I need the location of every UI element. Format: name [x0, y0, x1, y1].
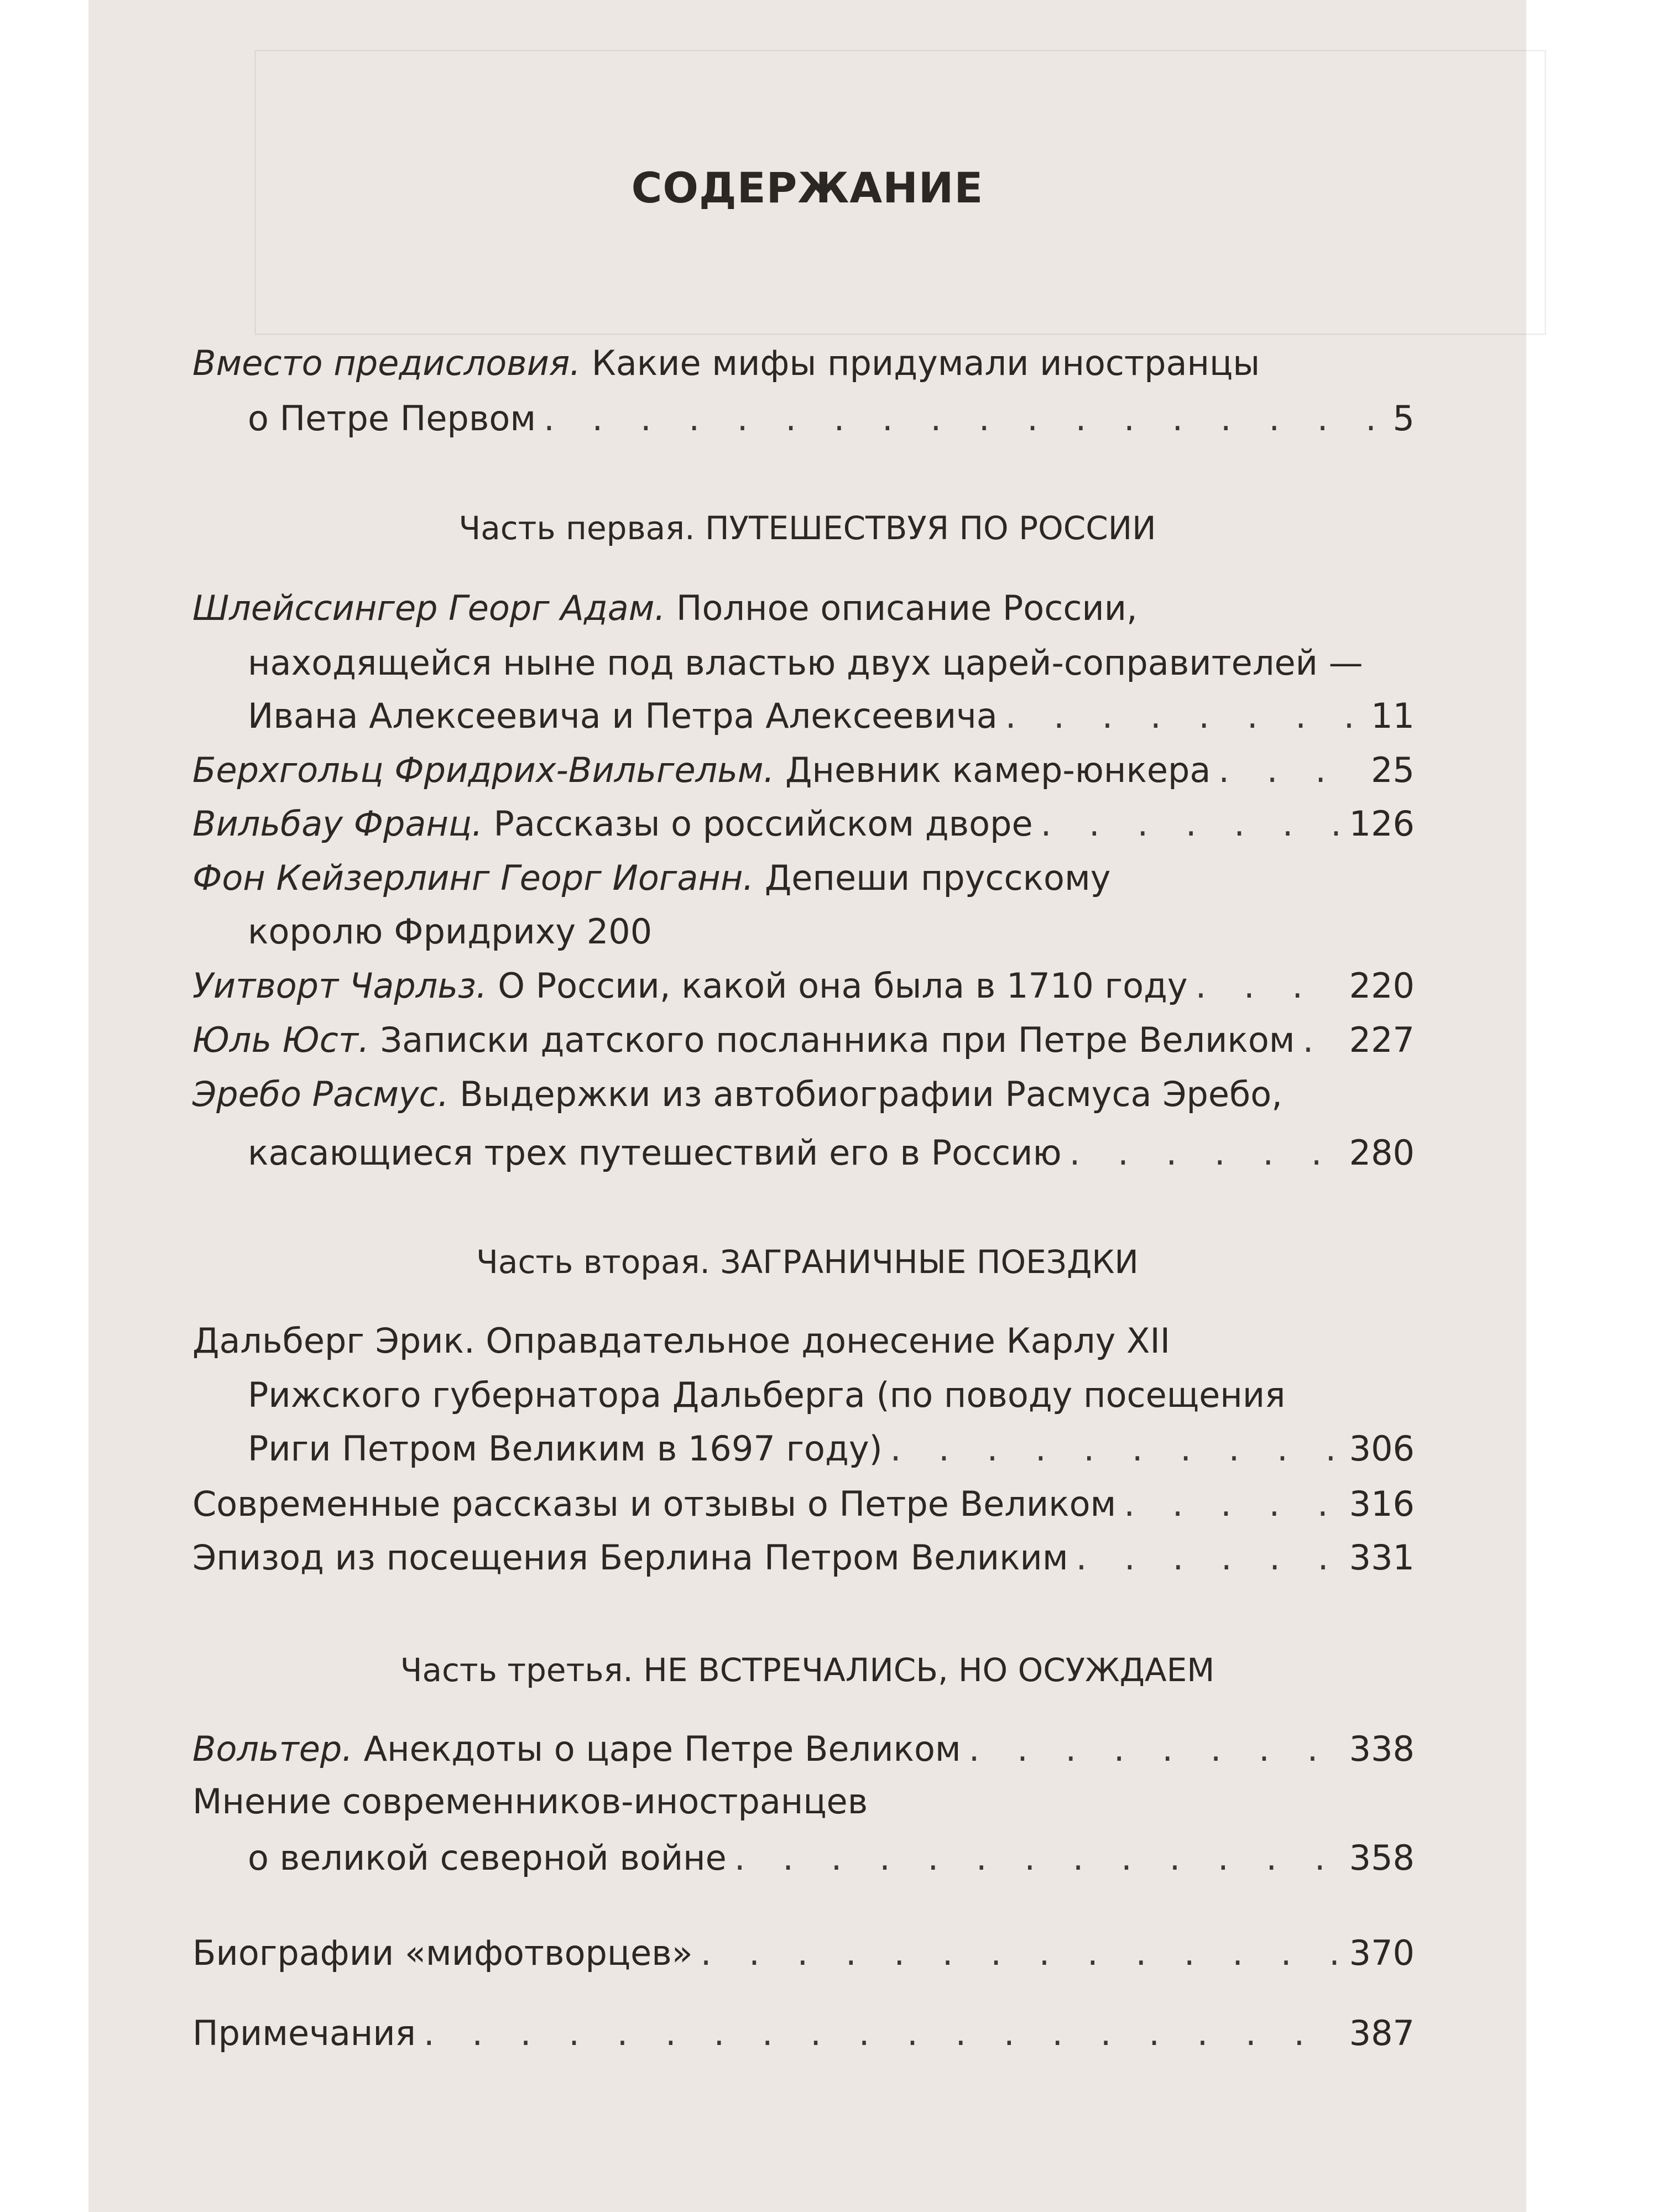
dot-leader	[1076, 1533, 1342, 1583]
dot-leader	[1303, 1015, 1342, 1065]
page-number: 306	[1349, 1428, 1415, 1469]
entry-title: Записки датского посланника при Петре Великом	[369, 1020, 1295, 1060]
toc-entry-cont	[248, 1128, 1415, 1178]
page-number: 25	[1371, 750, 1415, 790]
toc-entry	[192, 1070, 1415, 1119]
entry-author: Эребо Расмус.	[192, 1074, 449, 1114]
entry-title: Рассказы о российском дворе	[482, 804, 1033, 844]
toc-entry: Дальберг Эрик. Оправдательное донесение Карлу XII	[192, 1321, 1171, 1361]
page-number: 358	[1349, 1838, 1415, 1878]
entry-title: О России, какой она была в 1710 году	[487, 966, 1188, 1006]
toc-entry-cont: находящейся ныне под властью двух царей-соправителей —	[248, 643, 1363, 683]
page-number: 338	[1349, 1729, 1415, 1769]
page-number: 331	[1349, 1537, 1415, 1578]
entry-title-cont: Риги Петром Великим в 1697 году)	[248, 1428, 883, 1469]
page-number: 126	[1349, 804, 1415, 844]
entry-title-cont: Ивана Алексеевича и Петра Алексеевича	[248, 696, 998, 736]
entry-title: Выдержки из автобиографии Расмуса Эребо,	[448, 1074, 1282, 1114]
toc-entry-preface-line2	[248, 394, 1415, 444]
entry-author: Берхгольц Фридрих-Вильгельм.	[192, 750, 775, 790]
entry-title-cont: о Петре Первом	[248, 398, 536, 439]
toc-entry	[192, 1479, 1415, 1529]
dot-leader	[969, 1724, 1342, 1774]
toc-entry-biographies	[192, 1928, 1415, 1978]
dot-leader	[890, 1424, 1342, 1474]
page-number: 11	[1371, 696, 1415, 736]
entry-author: Вместо предисловия.	[192, 343, 581, 383]
dot-leader	[701, 1928, 1342, 1978]
page-title: СОДЕРЖАНИЕ	[631, 163, 984, 212]
entry-title: Анекдоты о царе Петре Великом	[352, 1729, 961, 1769]
entry-author: Юль Юст.	[192, 1020, 369, 1060]
entry-title: Какие мифы придумали иностранцы	[580, 343, 1260, 383]
toc-entry-cont	[248, 691, 1415, 741]
entry-title: Примечания	[192, 2013, 416, 2053]
toc-entry-cont	[248, 1424, 1415, 1474]
page-number: 220	[1349, 966, 1415, 1006]
toc-entry	[192, 745, 1415, 795]
part-three-heading: Часть третья. НЕ ВСТРЕЧАЛИСЬ, НО ОСУЖДАЕМ	[400, 1651, 1215, 1689]
page-number: 5	[1392, 398, 1415, 439]
toc-entry-cont: королю Фридриху 200	[248, 911, 653, 952]
dot-leader	[1124, 1479, 1341, 1529]
entry-title: Дневник камер-юнкера	[774, 750, 1211, 790]
dot-leader	[1070, 1128, 1342, 1178]
dot-leader	[1196, 961, 1342, 1011]
toc-entry	[192, 1724, 1415, 1774]
entry-title: Биографии «мифотворцев»	[192, 1933, 693, 1973]
part-one-heading: Часть первая. ПУТЕШЕСТВУЯ ПО РОССИИ	[458, 509, 1156, 547]
toc-entry	[192, 961, 1415, 1011]
dot-leader	[734, 1833, 1342, 1883]
entry-author: Шлейссингер Георг Адам.	[192, 588, 666, 628]
toc-entry	[192, 1015, 1415, 1065]
toc-entry: Мнение современников-иностранцев	[192, 1781, 868, 1822]
page-number: 280	[1349, 1133, 1415, 1173]
page-number: 370	[1349, 1933, 1415, 1973]
entry-author: Вильбау Франц.	[192, 804, 483, 844]
toc-entry	[192, 583, 1415, 633]
part-two-heading: Часть вторая. ЗАГРАНИЧНЫЕ ПОЕЗДКИ	[476, 1243, 1139, 1281]
entry-author: Уитворт Чарльз.	[192, 966, 487, 1006]
entry-title: Эпизод из посещения Берлина Петром Великим	[192, 1537, 1068, 1578]
page-number: 227	[1349, 1020, 1415, 1060]
dot-leader	[1218, 745, 1363, 795]
book-page	[88, 0, 1526, 2212]
toc-entry	[192, 799, 1415, 849]
entry-title-cont: касающиеся трех путешествий его в Россию	[248, 1133, 1062, 1173]
page-number: 316	[1349, 1484, 1415, 1524]
dot-leader	[1005, 691, 1363, 741]
toc-entry-cont	[248, 1833, 1415, 1883]
entry-title: Полное описание России,	[665, 588, 1138, 628]
toc-entry-notes	[192, 2008, 1415, 2058]
toc-entry-preface	[192, 338, 1415, 388]
entry-title: Современные рассказы и отзывы о Петре Великом	[192, 1484, 1117, 1524]
toc-entry-cont: Рижского губернатора Дальберга (по поводу посещения	[248, 1375, 1286, 1415]
entry-title: Депеши прусскому	[754, 858, 1111, 898]
dot-leader	[544, 394, 1385, 444]
entry-title-cont: о великой северной войне	[248, 1838, 727, 1878]
toc-entry	[192, 1533, 1415, 1583]
dot-leader	[1041, 799, 1342, 849]
dot-leader	[424, 2008, 1342, 2058]
entry-author: Вольтер.	[192, 1729, 353, 1769]
entry-author: Фон Кейзерлинг Георг Иоганн.	[192, 858, 754, 898]
toc-entry	[192, 853, 1415, 903]
page-number: 387	[1349, 2013, 1415, 2053]
